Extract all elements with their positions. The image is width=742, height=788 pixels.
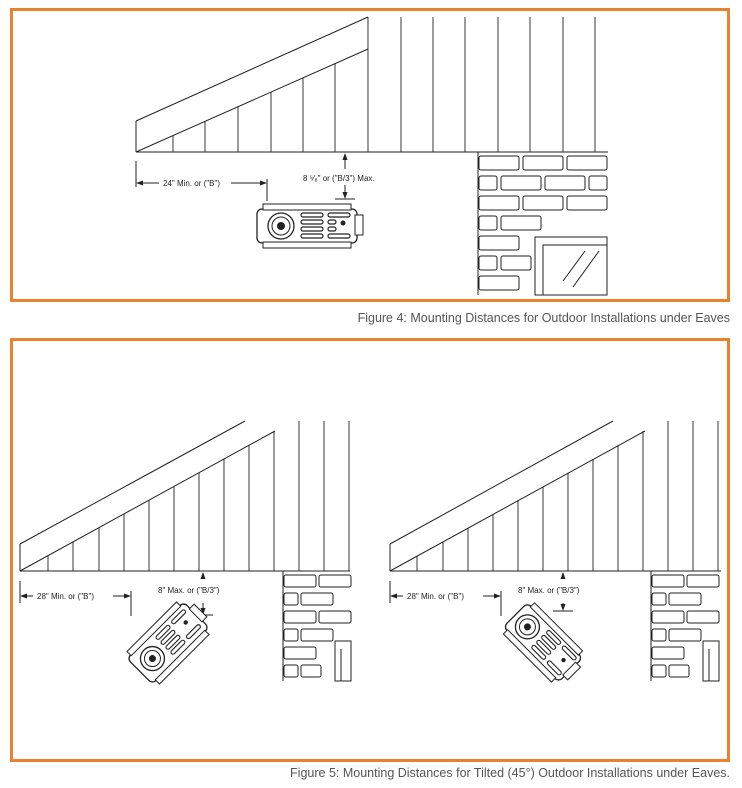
figure-5-diagram — [13, 341, 733, 765]
fig5-right-vertical-dimension-label: 8" Max. or ("B/3") — [518, 586, 580, 595]
figure-5-frame — [10, 338, 730, 762]
fig5-left-vertical-dimension-label: 8" Max. or ("B/3") — [158, 586, 220, 595]
fig5-right-horizontal-dimension-label: 28" Min. or ("B") — [407, 592, 464, 601]
heater-unit-icon — [257, 204, 363, 248]
figure-5-caption: Figure 5: Mounting Distances for Tilted (45°) Outdoor Installations under Eaves. — [290, 766, 730, 780]
fig5-right-heater-icon — [500, 599, 590, 689]
fig4-vertical-dimension-label: 8 ⁵⁄₈" or ("B/3") Max. — [303, 174, 375, 183]
figure-4-frame — [10, 8, 730, 302]
figure-4-caption: Figure 4: Mounting Distances for Outdoor Installations under Eaves — [357, 311, 730, 325]
fig5-left-panel — [20, 421, 351, 688]
fig4-horizontal-dimension-label: 24" Min. or ("B") — [163, 179, 220, 188]
figure-4-diagram — [13, 11, 733, 305]
fig5-right-panel — [390, 421, 721, 689]
fig5-left-horizontal-dimension-label: 28" Min. or ("B") — [37, 592, 94, 601]
